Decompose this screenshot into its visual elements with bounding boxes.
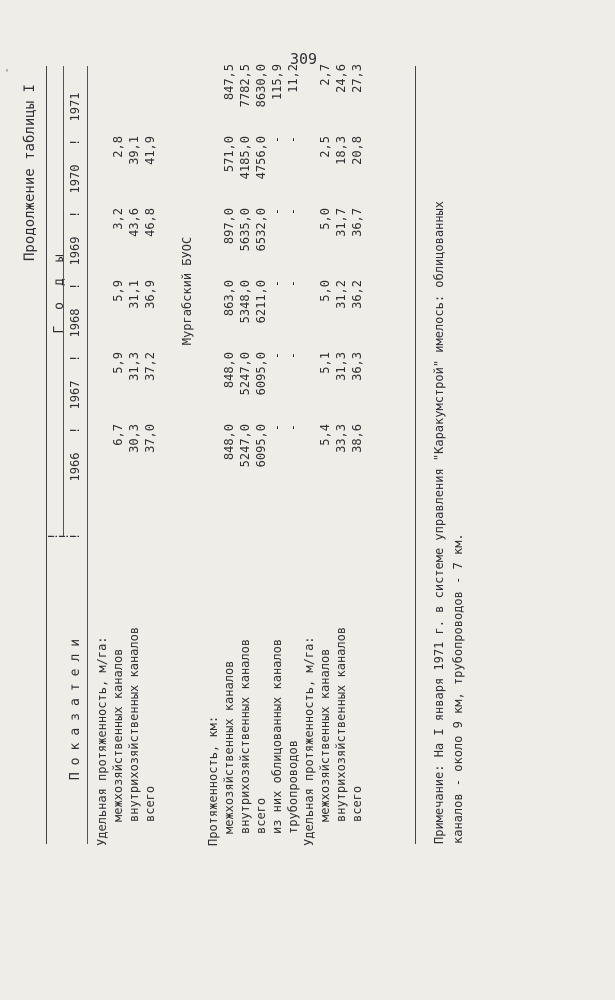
table-row <box>318 66 334 846</box>
cell-1967: 5,1 <box>318 352 332 374</box>
cell-1967: 848,0 <box>222 352 236 389</box>
row-label: межхозяйственных каналов <box>222 660 236 834</box>
row-label: всего <box>254 797 268 834</box>
cell-1967: - <box>286 352 300 360</box>
cell-1968: 6211,0 <box>254 280 268 324</box>
cell-1968: 36,2 <box>350 280 364 309</box>
indicators-header: Показатели <box>68 631 83 781</box>
rotated-table-sheet <box>22 66 582 856</box>
table-row <box>127 66 143 846</box>
cell-1969: 5635,0 <box>238 208 252 252</box>
cell-1967: 31,3 <box>334 352 348 381</box>
cell-1971: 11,2 <box>286 64 300 93</box>
cell-1966: 38,6 <box>350 424 364 453</box>
table-row <box>143 66 159 846</box>
row-label: внутрихозяйственных каналов <box>238 638 252 834</box>
cell-1969: 897,0 <box>222 208 236 245</box>
table-bottom-rule <box>415 66 416 844</box>
cell-1969: 31,7 <box>334 208 348 237</box>
row-label: трубопроводов <box>286 740 300 834</box>
table-caption: Продолжение таблицы I <box>22 84 38 262</box>
cell-1969: 46,8 <box>143 208 157 237</box>
table-row <box>254 66 270 846</box>
year-header-1970: 1970 <box>68 164 82 194</box>
cell-1970: 20,8 <box>350 136 364 165</box>
cell-1968: 863,0 <box>222 280 236 317</box>
cell-1967: 37,2 <box>143 352 157 381</box>
table-row <box>334 66 350 846</box>
cell-1969: 43,6 <box>127 208 141 237</box>
cell-1971: 847,5 <box>222 64 236 101</box>
cell-1966: - <box>286 424 300 432</box>
cell-1969: 3,2 <box>111 208 125 230</box>
years-group <box>48 66 67 506</box>
note-line-2: каналов - около 9 км, трубопроводов - 7 км. <box>451 533 465 844</box>
year-header-1966: 1966 <box>68 452 82 482</box>
year-header-1971: 1971 <box>68 92 82 122</box>
row-label: межхозяйственных каналов <box>318 648 332 822</box>
year-separator: ! <box>68 426 82 434</box>
row-label: всего <box>350 785 364 822</box>
cell-1967: 5247,0 <box>238 352 252 396</box>
cell-1970: - <box>270 136 284 144</box>
cell-1970: - <box>286 136 300 144</box>
row-label: межхозяйственных каналов <box>111 648 125 822</box>
cell-1967: 6095,0 <box>254 352 268 396</box>
row-label: внутрихозяйственных каналов <box>334 626 348 822</box>
corner-mark: ' <box>4 68 11 79</box>
year-header-1968: 1968 <box>68 308 82 338</box>
cell-1970: 4756,0 <box>254 136 268 180</box>
cell-1966: 5,4 <box>318 424 332 446</box>
cell-1969: 36,7 <box>350 208 364 237</box>
cell-1970: 41,9 <box>143 136 157 165</box>
year-separator: ! <box>68 282 82 290</box>
cell-1969: 5,0 <box>318 208 332 230</box>
table-row <box>206 66 222 846</box>
cell-1970: 571,0 <box>222 136 236 173</box>
page-number: 309 <box>290 50 318 68</box>
cell-1968: 36,9 <box>143 280 157 309</box>
cell-1966: 33,3 <box>334 424 348 453</box>
table-row <box>270 66 286 846</box>
cell-1971: 27,3 <box>350 64 364 93</box>
table-note <box>430 201 468 844</box>
header-bottom-rule <box>87 66 88 844</box>
year-separator: ! <box>68 138 82 146</box>
year-header-1969: 1969 <box>68 236 82 266</box>
cell-1970: 4185,0 <box>238 136 252 180</box>
cell-1966: 30,3 <box>127 424 141 453</box>
table-row <box>302 66 318 846</box>
years-rule <box>63 66 64 536</box>
cell-1966: 6095,0 <box>254 424 268 468</box>
cell-1971: 7782,5 <box>238 64 252 108</box>
header-divider-marks: ! ! ! <box>46 532 82 540</box>
table-row <box>111 66 127 846</box>
cell-1966: 5247,0 <box>238 424 252 468</box>
cell-1971: 8630,0 <box>254 64 268 108</box>
cell-1967: - <box>270 352 284 360</box>
row-label: внутрихозяйственных каналов <box>127 626 141 822</box>
row-label: Удельная протяженность, м/га: <box>302 636 316 846</box>
cell-1970: 39,1 <box>127 136 141 165</box>
cell-1966: - <box>270 424 284 432</box>
cell-1971: 115,9 <box>270 64 284 101</box>
cell-1971: 2,7 <box>318 64 332 86</box>
years-header: Годы <box>52 238 67 334</box>
row-label: Протяженность, км: <box>206 715 220 846</box>
cell-1968: - <box>286 280 300 288</box>
cell-1966: 37,0 <box>143 424 157 453</box>
row-label: Удельная протяженность, м/га: <box>95 636 109 846</box>
table-row <box>222 66 238 846</box>
table-row <box>350 66 366 846</box>
cell-1969: 6532,0 <box>254 208 268 252</box>
cell-1969: - <box>286 208 300 216</box>
cell-1966: 848,0 <box>222 424 236 461</box>
cell-1968: - <box>270 280 284 288</box>
cell-1968: 5,9 <box>111 280 125 302</box>
cell-1967: 36,3 <box>350 352 364 381</box>
cell-1970: 18,3 <box>334 136 348 165</box>
cell-1971: 24,6 <box>334 64 348 93</box>
cell-1966: 6,7 <box>111 424 125 446</box>
cell-1967: 31,3 <box>127 352 141 381</box>
row-label: всего <box>143 785 157 822</box>
cell-1968: 5348,0 <box>238 280 252 324</box>
year-separator: ! <box>68 354 82 362</box>
year-separator: ! <box>68 210 82 218</box>
year-header-1967: 1967 <box>68 380 82 410</box>
table-row <box>95 66 111 846</box>
cell-1968: 31,2 <box>334 280 348 309</box>
table-top-rule <box>46 66 47 844</box>
cell-1969: - <box>270 208 284 216</box>
row-label: из них облицованных каналов <box>270 638 284 834</box>
table-row <box>238 66 254 846</box>
note-line-1: Примечание: На I января 1971 г. в системе управления "Каракумстрой" имелось: облицованных <box>432 201 446 844</box>
cell-1967: 5,9 <box>111 352 125 374</box>
cell-1970: 2,8 <box>111 136 125 158</box>
cell-1968: 5,0 <box>318 280 332 302</box>
cell-1968: 31,1 <box>127 280 141 309</box>
section-title: Мургабский БУОС <box>180 236 194 346</box>
table-row <box>286 66 302 846</box>
cell-1970: 2,5 <box>318 136 332 158</box>
